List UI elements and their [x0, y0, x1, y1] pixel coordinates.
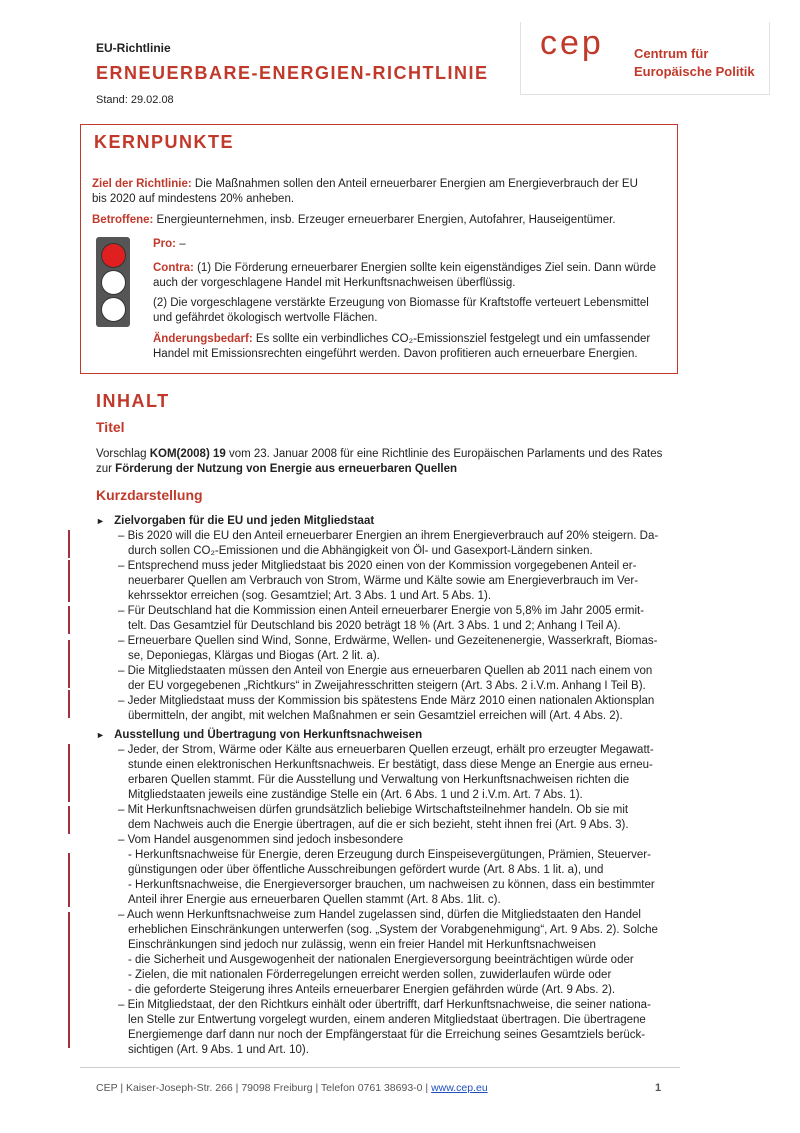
aenderung-text1: Es sollte ein verbindliches CO₂-Emissionsziel festgelegt und ein umfassender: [252, 333, 651, 345]
body-line: durch sollen CO₂-Emissionen und die Abhängigkeit von Öl- und Gasexport-Ländern sinken.: [128, 545, 593, 557]
change-bar: [68, 806, 70, 834]
titel-mid: vom 23. Januar 2008 für eine Richtlinie des Europäischen Parlaments und des Rates: [225, 448, 663, 460]
section2-heading-row: [96, 728, 422, 743]
cep-logo: cep: [540, 24, 604, 62]
contra-label: Contra:: [153, 262, 194, 274]
section1-heading-row: [96, 514, 374, 529]
body-line: – Vom Handel ausgenommen sind jedoch insbesondere: [118, 834, 404, 846]
body-line: – Ein Mitgliedstaat, der den Richtkurs einhält oder übertrifft, darf Herkunftsnachweise, die seiner nationa-: [118, 999, 651, 1011]
contra2-paragraph: [153, 296, 673, 326]
change-bar: [68, 560, 70, 602]
change-bar: [68, 912, 70, 1000]
contra-text1: (1) Die Förderung erneuerbarer Energien sollte kein eigenständiges Ziel sein. Dann würde: [193, 262, 657, 274]
pro-label: Pro:: [153, 238, 176, 250]
pro-paragraph: [153, 237, 673, 252]
footer-address: CEP | Kaiser-Joseph-Str. 266 | 79098 Freiburg | Telefon 0761 38693-0 |: [96, 1082, 432, 1094]
change-bar: [68, 744, 70, 802]
body-line: len Stelle zur Entwertung vorgelegt wurden, einem anderen Mitgliedstaat übertragen. Die übertragene: [128, 1014, 646, 1026]
change-bar: [68, 606, 70, 634]
traffic-light-yellow: [101, 270, 126, 295]
body-line: übermitteln, der angibt, mit welchen Maßnahmen er sein Gesamtziel erreichen will (Art. 4 Abs. 2).: [128, 710, 623, 722]
document-title: ERNEUERBARE-ENERGIEN-RICHTLINIE: [96, 63, 489, 83]
ziel-paragraph: [92, 177, 672, 207]
body-line: Energiemenge darf dann nur noch der Empfängerstaat für die Erreichung seines Gesamtziels berück-: [128, 1029, 646, 1041]
inhalt-heading: INHALT: [96, 391, 170, 411]
section1-heading: Zielvorgaben für die EU und jeden Mitgliedstaat: [114, 515, 375, 527]
change-bar: [68, 660, 70, 688]
ziel-label: Ziel der Richtlinie:: [92, 178, 192, 190]
body-line: Mitgliedstaaten jeweils eine zuständige Stelle ein (Art. 6 Abs. 1 und 2 i.V.m. Art. 7 Abs. 1).: [128, 789, 583, 801]
org-name-line2: Europäische Politik: [634, 64, 755, 79]
triangle-bullet-icon: ►: [96, 516, 105, 526]
kurzdarstellung-heading: Kurzdarstellung: [96, 487, 203, 503]
aenderung-label: Änderungsbedarf:: [153, 333, 253, 345]
titel-pre: Vorschlag: [96, 448, 150, 460]
contra-paragraph: [153, 261, 673, 291]
body-line: Anteil ihrer Energie aus erneuerbaren Quellen stammt (Art. 8 Abs. 1lit. c).: [128, 894, 501, 906]
betroffene-paragraph: [92, 213, 672, 228]
aenderung-paragraph: [153, 332, 673, 362]
triangle-bullet-icon: ►: [96, 730, 105, 740]
body-line: - Zielen, die mit nationalen Förderregelungen erreicht werden sollen, zuwiderlaufen würde oder: [128, 969, 612, 981]
footer: [96, 1081, 488, 1096]
titel-bold: Förderung der Nutzung von Energie aus erneuerbaren Quellen: [115, 463, 458, 475]
pro-text: –: [176, 238, 186, 250]
aenderung-text2: Handel mit Emissionsrechten eingeführt werden. Davon profitieren auch erneuerbare Energien.: [153, 348, 638, 360]
betroffene-label: Betroffene:: [92, 214, 154, 226]
body-line: – Auch wenn Herkunftsnachweise zum Handel zugelassen sind, dürfen die Mitgliedstaaten den Handel: [118, 909, 641, 921]
change-bar: [68, 530, 70, 558]
document-date: Stand: 29.02.08: [96, 94, 174, 106]
body-line: stunde einen elektronischen Herkunftsnachweis. Er bestätigt, dass diese Menge an Energie aus erneu-: [128, 759, 653, 771]
org-name: [634, 45, 755, 81]
titel-kom: KOM(2008) 19: [149, 448, 226, 460]
ziel-text1: Die Maßnahmen sollen den Anteil erneuerbarer Energien am Energieverbrauch der EU: [191, 178, 638, 190]
change-bar: [68, 690, 70, 718]
org-name-line1: Centrum für: [634, 46, 709, 61]
body-line: kehrssektor erreichen (sog. Gesamtziel; Art. 3 Abs. 1 und Art. 5 Abs. 1).: [128, 590, 492, 602]
body-line: dem Nachweis auch die Energie übertragen, auf die er sich bezieht, steht ihnen frei (Art. 9 Abs. 3).: [128, 819, 629, 831]
change-bar: [68, 1000, 70, 1048]
titel-pre2: zur: [96, 463, 116, 475]
section2-body: [118, 743, 698, 1058]
contra2-text1: (2) Die vorgeschlagene verstärkte Erzeugung von Biomasse für Kraftstoffe verteuert Lebensmittel: [153, 297, 649, 309]
betroffene-text: Energieunternehmen, insb. Erzeuger erneuerbarer Energien, Autofahrer, Hauseigentümer.: [153, 214, 616, 226]
section1-body: [118, 529, 698, 724]
traffic-light-red: [101, 243, 126, 268]
kernpunkte-heading: KERNPUNKTE: [94, 132, 235, 152]
traffic-light-green: [101, 297, 126, 322]
titel-paragraph: [96, 447, 686, 477]
body-line: – Für Deutschland hat die Kommission einen Anteil erneuerbarer Energie von 5,8% im Jahr 2005 ermit-: [118, 605, 645, 617]
body-line: - die geforderte Steigerung ihres Anteils erneuerbarer Energien gefährden würde (Art. 9 Abs. 2).: [128, 984, 616, 996]
body-line: – Entsprechend muss jeder Mitgliedstaat bis 2020 einen von der Kommission vorgegebenen Anteil er-: [118, 560, 637, 572]
page-number: 1: [655, 1082, 662, 1094]
body-line: – Jeder, der Strom, Wärme oder Kälte aus erneuerbaren Quellen erzeugt, erhält pro erzeugter Megawatt-: [118, 744, 654, 756]
body-line: – Bis 2020 will die EU den Anteil erneuerbarer Energien an ihrem Energieverbrauch auf 20% steigern. Da-: [118, 530, 659, 542]
body-line: Einschränkungen sind jedoch nur zulässig, wenn ein freier Handel mit Herkunftsnachweisen: [128, 939, 596, 951]
contra2-text2: und gefährdet ökologisch wertvolle Flächen.: [153, 312, 378, 324]
footer-divider: [80, 1067, 680, 1068]
body-line: – Jeder Mitgliedstaat muss der Kommission bis spätestens Ende März 2010 einen nationalen Aktionsplan: [118, 695, 655, 707]
contra-text2: auch der vorgeschlagene Handel mit Herkunftsnachweisen überflüssig.: [153, 277, 516, 289]
section2-heading: Ausstellung und Übertragung von Herkunftsnachweisen: [114, 729, 423, 741]
ziel-text2: bis 2020 auf mindestens 20% anheben.: [92, 193, 295, 205]
change-bar: [68, 853, 70, 907]
traffic-light-icon: [96, 237, 130, 327]
body-line: – Erneuerbare Quellen sind Wind, Sonne, Erdwärme, Wellen- und Gezeitenenergie, Wasserkraft, Biomas-: [118, 635, 658, 647]
body-line: sichtigen (Art. 9 Abs. 1 und Art. 10).: [128, 1044, 309, 1056]
document-kicker: EU-Richtlinie: [96, 41, 171, 55]
body-line: erbaren Quellen stammt. Für die Ausstellung und Verwaltung von Herkunftsnachweisen richten die: [128, 774, 630, 786]
body-line: - Herkunftsnachweise, die Energieversorger brauchen, um nachweisen zu können, dass ein bestimmter: [128, 879, 655, 891]
footer-link[interactable]: www.cep.eu: [431, 1082, 488, 1094]
body-line: neuerbarer Quellen am Verbrauch von Strom, Wärme und Kälte sowie am Energieverbrauch im Ver-: [128, 575, 639, 587]
body-line: günstigungen oder über öffentliche Ausschreibungen gefördert wurde (Art. 8 Abs. 1 lit. a), und: [128, 864, 604, 876]
body-line: telt. Das Gesamtziel für Deutschland bis 2020 beträgt 18 % (Art. 3 Abs. 1 und 2; Anhang I Teil A).: [128, 620, 621, 632]
titel-heading: Titel: [96, 419, 125, 435]
body-line: – Mit Herkunftsnachweisen dürfen grundsätzlich beliebige Wirtschaftsteilnehmer handeln. Ob sie mit: [118, 804, 629, 816]
body-line: - Herkunftsnachweise für Energie, deren Erzeugung durch Einspeisevergütungen, Prämien, Steuerver-: [128, 849, 651, 861]
body-line: der EU vorgegebenen „Richtkurs“ in Zweijahresschritten steigern (Art. 3 Abs. 2 i.V.m. Anhang I Teil B).: [128, 680, 646, 692]
body-line: - die Sicherheit und Ausgewogenheit der nationalen Energieversorgung beeinträchtigen würde oder: [128, 954, 634, 966]
body-line: se, Deponiegas, Klärgas und Biogas (Art. 2 lit. a).: [128, 650, 380, 662]
body-line: – Die Mitgliedstaaten müssen den Anteil von Energie aus erneuerbaren Quellen ab 2011 nach einem von: [118, 665, 653, 677]
body-line: erheblichen Einschränkungen unterwerfen (sog. „System der Vorabgenehmigung“, Art. 9 Abs. 2). Solche: [128, 924, 658, 936]
